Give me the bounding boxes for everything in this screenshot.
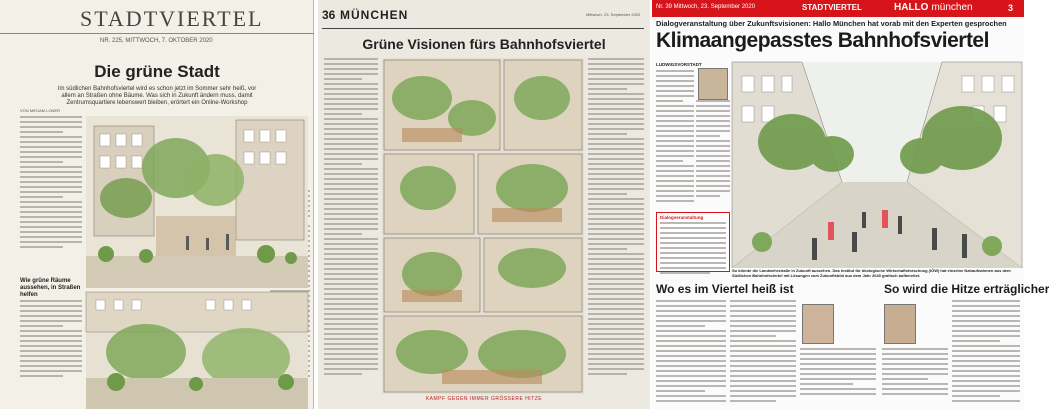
- dateline: LUDWIGSVORSTADT: [656, 62, 702, 67]
- section-header: [0, 0, 314, 34]
- illustration-caption: So könnte die Landwehrstraße in Zukunft aussehen. Das Institut für ökologische Wirtschaftsforschung (IÖW) hat einzelne Nahaufnahmen aus dem Südlichen Bahnhofsviertel mit Lösungen zum Zukunftsbild aus dem Jahr 2040 grafisch aufbereitet.: [732, 268, 1011, 278]
- issue-line: NR. 225, MITTWOCH, 7. OKTOBER 2020: [100, 38, 213, 44]
- newspaper-page-stadtviertel: [0, 0, 314, 409]
- street-illustration: [86, 116, 308, 288]
- landwehrstrasse-illustration: [732, 62, 1022, 268]
- page-date: Mittwoch, 23. September 2020: [586, 12, 641, 17]
- newspaper-page-muenchen: [318, 0, 650, 409]
- body-text-column: [800, 348, 876, 398]
- section-title: STADTVIERTEL: [80, 6, 264, 31]
- article-deck: Im südlichen Bahnhofsviertel wird es schon jetzt im Sommer sehr heiß, vor allem an Straßen ohne Bäume. Was sich in Zukunft ändern muss, damit Zentrumsquartiere lebenswert bleiben, erörtert ein Online-Workshop: [57, 86, 257, 106]
- author-portrait: [698, 68, 728, 100]
- body-text-column: [656, 70, 694, 205]
- newspaper-page-hallo-muenchen: [652, 0, 1049, 409]
- body-text-column: [20, 116, 82, 251]
- header-divider: [322, 28, 644, 29]
- page-number: 36: [322, 8, 336, 22]
- hallo-logo: HALLO münchen: [894, 2, 973, 13]
- article-headline: Grüne Visionen fürs Bahnhofsviertel: [362, 36, 606, 52]
- page-section-name: MÜNCHEN: [340, 8, 409, 22]
- byline: VON MIRJAM LONER: [20, 108, 61, 113]
- article-kicker: Dialogveranstaltung über Zukunftsvisionen: Hallo München hat vorab mit den Experten gesprochen: [656, 19, 1007, 28]
- courtyard-illustration: [86, 292, 308, 409]
- subheading: So wird die Hitze erträglicher: [884, 282, 1049, 296]
- article-headline: Die grüne Stadt: [94, 62, 220, 81]
- page-number: 3: [1008, 3, 1014, 13]
- expert-portrait: [802, 304, 834, 344]
- body-text-column: [588, 58, 644, 378]
- body-text-column: [656, 300, 726, 405]
- illustration-grid: [382, 58, 584, 394]
- body-text-column: [20, 300, 82, 380]
- body-text-column: [696, 100, 730, 200]
- body-text-column: [952, 300, 1020, 405]
- body-text-column: [324, 58, 378, 378]
- page-footer: KAMPF GEGEN IMMER GRÖSSERE HITZE: [425, 396, 543, 402]
- red-header-bar: [652, 0, 1024, 17]
- info-box-title: Dialogveranstaltung: [660, 215, 704, 220]
- article-headline: Klimaangepasstes Bahnhofsviertel: [656, 29, 989, 52]
- info-box: [656, 212, 730, 272]
- issue-line: Nr. 39 Mittwoch, 23. September 2020: [656, 4, 756, 10]
- subheading: Wo es im Viertel heiß ist: [656, 282, 794, 296]
- subheading: Wie grüne Räume aussehen, in Straßen helfen: [20, 278, 81, 298]
- section-title: STADTVIERTEL: [802, 3, 862, 12]
- body-text-column: [730, 300, 796, 405]
- expert-portrait: [884, 304, 916, 344]
- body-text-column: [882, 348, 948, 398]
